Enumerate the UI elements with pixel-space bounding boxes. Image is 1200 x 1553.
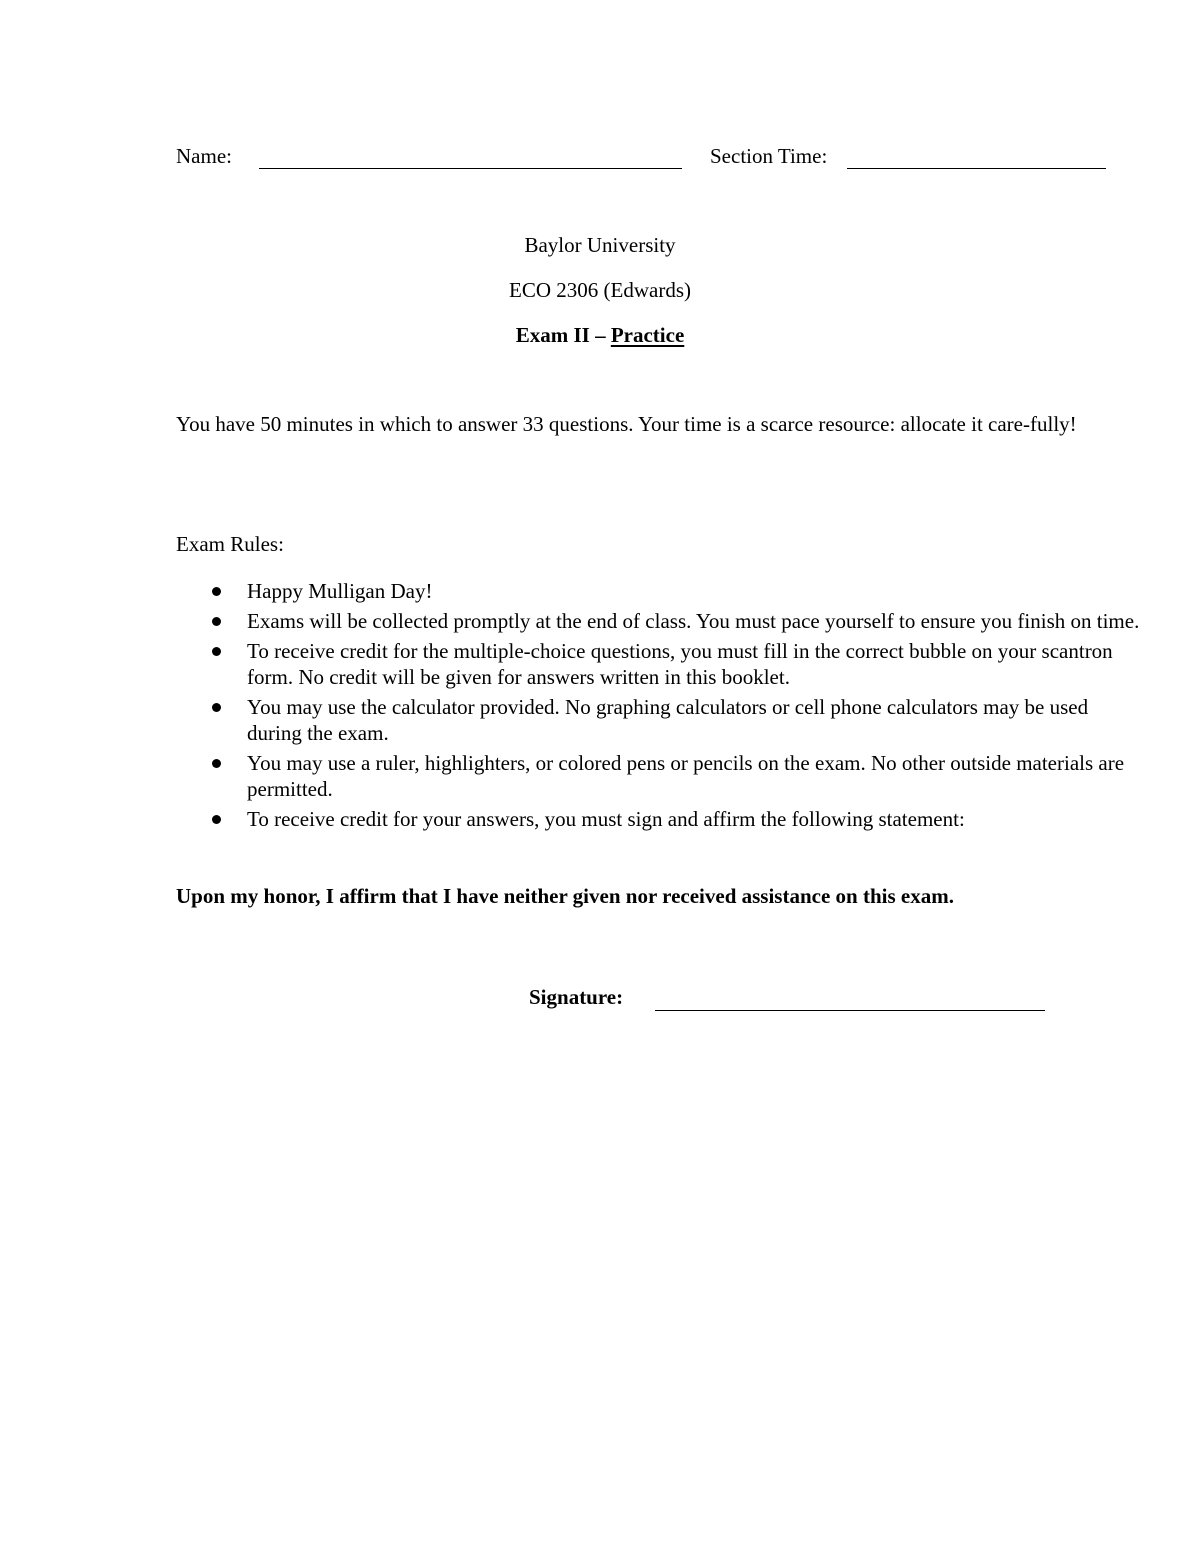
signature-field-line[interactable] [655,1010,1045,1011]
bullet-icon [212,759,221,768]
bullet-icon [212,647,221,656]
rule-item [176,578,1144,604]
name-field-line[interactable] [259,168,682,169]
signature-row [529,983,1049,1015]
bullet-icon [212,815,221,824]
exam-title-practice: Practice [610,323,685,347]
rule-text: To receive credit for the multiple-choice questions, you must fill in the correct bubble on your scantron form. No credit will be given for answers written in this booklet. [247,639,1113,689]
section-time-label: Section Time: [710,144,828,168]
section-time-field-line[interactable] [847,168,1106,169]
rule-text: You may use a ruler, highlighters, or colored pens or pencils on the exam. No other outside materials are permitted. [247,751,1125,801]
rule-text: Happy Mulligan Day! [247,579,433,603]
bullet-icon [212,703,221,712]
rules-list [176,578,1144,836]
honor-statement: Upon my honor, I affirm that I have neither given nor received assistance on this exam. [176,884,954,908]
institution-name: Baylor University [524,233,676,257]
rules-heading: Exam Rules: [176,532,284,556]
exam-title-prefix: Exam II – [515,323,611,347]
rule-item [176,750,1144,802]
bullet-icon [212,617,221,626]
rule-text: To receive credit for your answers, you must sign and affirm the following statement: [247,807,965,831]
rule-item [176,608,1144,634]
rule-text: You may use the calculator provided. No graphing calculators or cell phone calculators may be used during the exam. [247,695,1089,745]
exam-title [0,321,1200,349]
student-info-row [176,142,1116,172]
bullet-icon [212,587,221,596]
rule-item [176,638,1144,690]
rule-item [176,694,1144,746]
rule-text: Exams will be collected promptly at the end of class. You must pace yourself to ensure you finish on time. [247,609,1140,633]
course-name: ECO 2306 (Edwards) [509,278,691,302]
rule-item [176,806,1144,832]
time-instructions: You have 50 minutes in which to answer 33 questions. Your time is a scarce resource: allocate it care-fully! [176,412,1077,436]
signature-label: Signature: [529,985,624,1009]
name-label: Name: [176,144,232,168]
